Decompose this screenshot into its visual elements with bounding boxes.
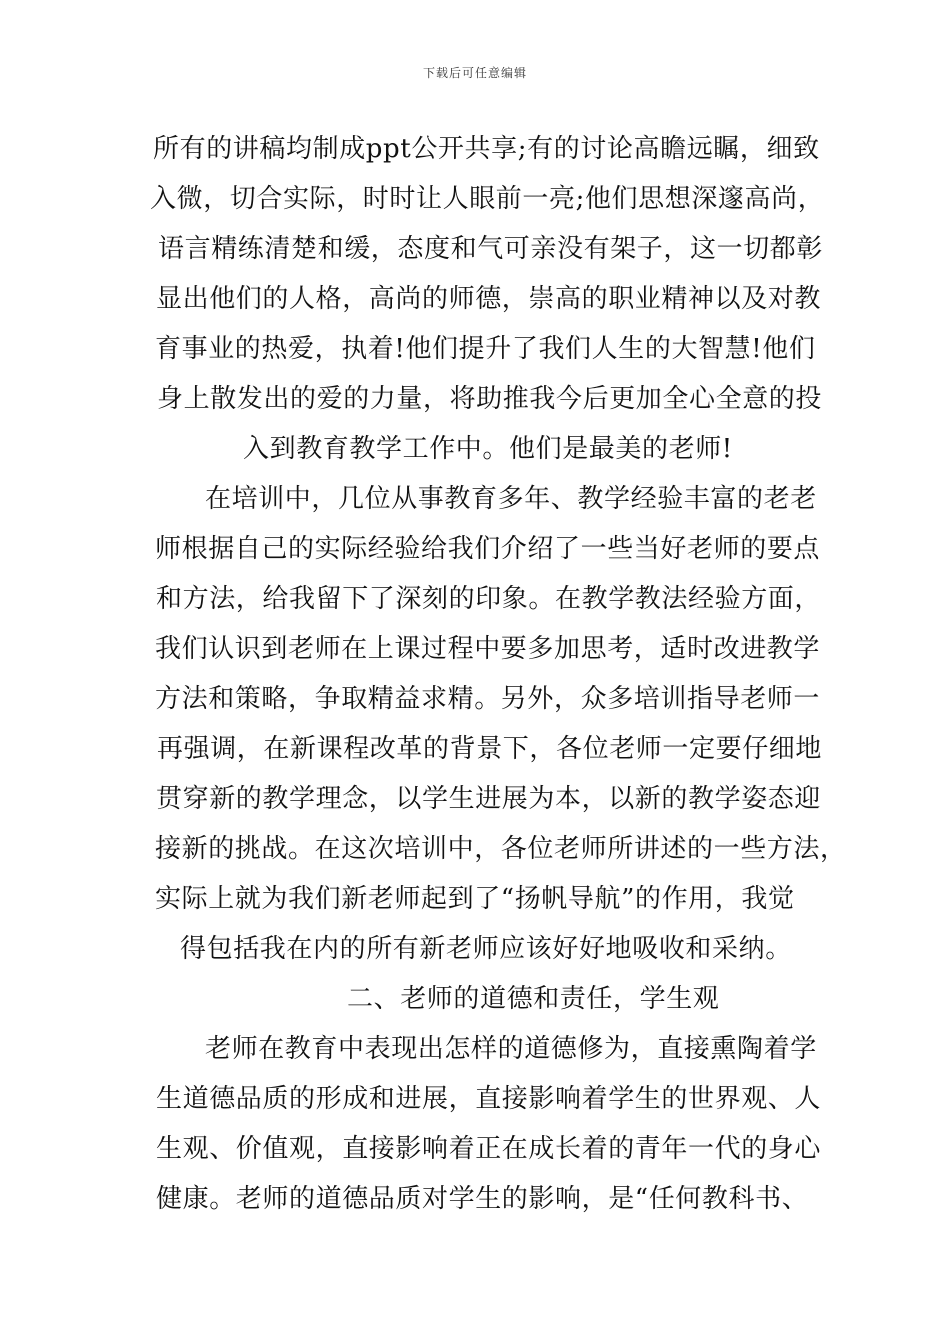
body-line-9: 师根据自己的实际经验给我们介绍了一些当好老师的要点	[155, 534, 821, 564]
body-line-8: 在培训中，几位从事教育多年、教学经验丰富的老老	[205, 484, 817, 514]
body-line-19: 老师在教育中表现出怎样的道德修为，直接熏陶着学	[205, 1034, 817, 1064]
body-line-5: 育事业的热爱，执着!他们提升了我们人生的大智慧!他们	[155, 334, 816, 364]
body-line-21: 生观、价值观，直接影响着正在成长着的青年一代的身心	[156, 1134, 822, 1164]
body-line-13: 再强调，在新课程改革的背景下，各位老师一定要仔细地	[157, 734, 823, 764]
body-line-3: 语言精练清楚和缓，态度和气可亲没有架子，这一切都彰	[158, 234, 824, 264]
body-line-20: 生道德品质的形成和进展，直接影响着学生的世界观、人	[156, 1084, 822, 1114]
body-line-12: 方法和策略，争取精益求精。另外，众多培训指导老师一	[155, 684, 821, 714]
page-header: 下载后可任意编辑	[422, 66, 527, 80]
body-line-22: 健康。老师的道德品质对学生的影响，是“任何教科书、	[156, 1184, 809, 1214]
body-line-6: 身上散发出的爱的力量，将助推我今后更加全心全意的投	[157, 384, 823, 414]
body-line-2: 入微，切合实际，时时让人眼前一亮;他们思想深邃高尚，	[150, 184, 825, 214]
body-line-4: 显出他们的人格，高尚的师德，崇高的职业精神以及对教	[156, 284, 822, 314]
body-line-14: 贯穿新的教学理念，以学生进展为本，以新的教学姿态迎	[156, 784, 822, 814]
body-line-1: 所有的讲稿均制成ppt公开共享;有的讨论高瞻远瞩，细致	[153, 134, 820, 164]
body-line-15: 接新的挑战。在这次培训中，各位老师所讲述的一些方法，	[155, 834, 847, 864]
body-line-17: 得包括我在内的所有新老师应该好好地吸收和采纳。	[180, 934, 792, 964]
body-line-10: 和方法，给我留下了深刻的印象。在教学教法经验方面，	[156, 584, 822, 614]
body-line-7: 入到教育教学工作中。他们是最美的老师!	[243, 434, 733, 464]
body-line-11: 我们认识到老师在上课过程中要多加思考，适时改进教学	[155, 634, 821, 664]
body-line-16: 实际上就为我们新老师起到了“扬帆导航”的作用，我觉	[155, 884, 795, 914]
section-heading: 二、老师的道德和责任，学生观	[347, 984, 720, 1014]
